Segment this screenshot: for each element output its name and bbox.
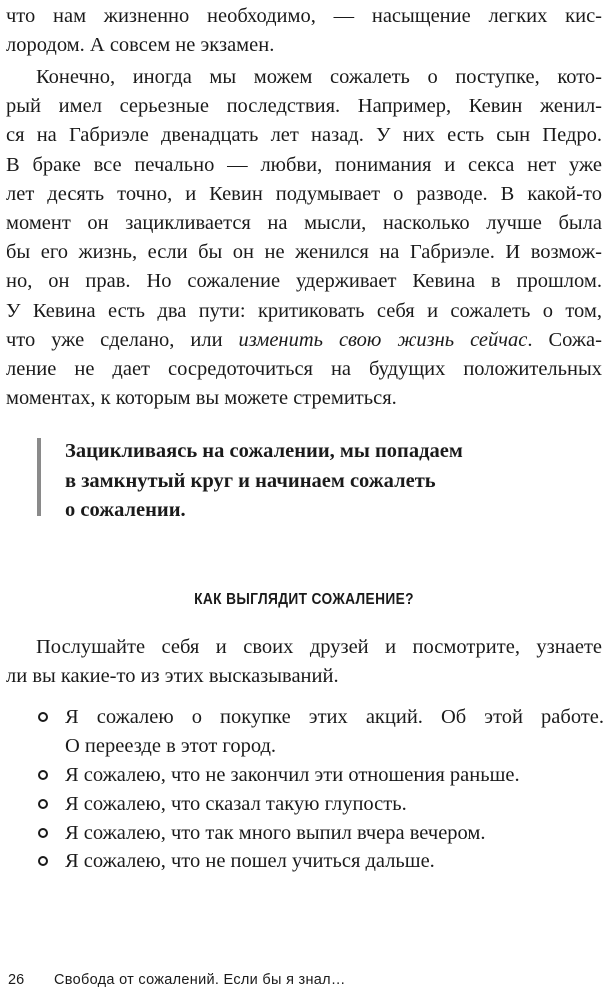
text-line: момент он зацикливается на мысли, насколько лучше была <box>6 211 602 234</box>
text-line: рый имел серьезные последствия. Например, Кевин женил- <box>6 95 602 118</box>
text-line: У Кевина есть два пути: критиковать себя и сожалеть о том, <box>6 299 602 322</box>
regret-statements-list <box>38 703 604 876</box>
list-item <box>38 790 604 819</box>
hollow-circle-bullet-icon <box>38 712 48 722</box>
text-segment: что уже сделано, или <box>6 328 239 351</box>
text-line: но, он прав. Но сожаление удерживает Кевина в прошлом. <box>6 270 602 293</box>
hollow-circle-bullet-icon <box>38 770 48 780</box>
emphasis-text: изменить свою жизнь сейчас <box>238 328 528 351</box>
list-item <box>38 703 604 761</box>
list-item <box>38 761 604 790</box>
text-segment: . Сожа- <box>527 328 602 351</box>
text-line: что нам жизненно необходимо, — насыщение легких кис- <box>6 5 602 27</box>
quote-line: о сожалении. <box>65 499 186 521</box>
text-line: ся на Габриэле двенадцать лет назад. У них есть сын Педро. <box>6 124 602 147</box>
text-line-with-emphasis <box>6 326 602 355</box>
hollow-circle-bullet-icon <box>38 856 48 866</box>
section-heading: КАК ВЫГЛЯДИТ СОЖАЛЕНИЕ? <box>194 591 414 608</box>
text-line: лет десять точно, и Кевин подумывает о разводе. В какой-то <box>6 182 602 205</box>
list-item <box>38 819 604 848</box>
list-item <box>38 847 604 876</box>
text-line: В браке все печально — любви, понимания и секса нет уже <box>6 153 602 176</box>
list-item-text: Я сожалею, что не закончил эти отношения раньше. <box>65 763 520 786</box>
hollow-circle-bullet-icon <box>38 828 48 838</box>
list-item-text: Я сожалею, что так много выпил вчера вечером. <box>65 821 486 844</box>
quote-bar <box>37 438 41 516</box>
list-item-text: Я сожалею, что не пошел учиться дальше. <box>65 850 435 873</box>
paragraph-intro-list <box>6 633 602 691</box>
quote-line: Зацикливаясь на сожалении, мы попадаем <box>65 440 463 462</box>
text-line: ление не дает сосредоточиться на будущих положительных <box>6 357 602 380</box>
text-line: Конечно, иногда мы можем сожалеть о поступке, кото- <box>36 66 602 88</box>
list-item-text: Я сожалею о покупке этих акций. Об этой работе. <box>65 706 604 728</box>
text-line: лородом. А совсем не экзамен. <box>6 34 275 57</box>
list-item-text: Я сожалею, что сказал такую глупость. <box>65 792 407 815</box>
page-footer <box>8 972 598 988</box>
quote-line: в замкнутый круг и начинаем сожалеть <box>65 469 436 492</box>
pull-quote <box>65 437 505 526</box>
text-line: бы его жизнь, если бы он не женился на Габриэле. И возмож- <box>6 241 602 264</box>
list-item-text: О переезде в этот город. <box>65 735 277 758</box>
text-line: моментах, к которым вы можете стремиться. <box>6 387 397 410</box>
page-number: 26 <box>8 972 25 988</box>
text-line: Послушайте себя и своих друзей и посмотрите, узнаете <box>36 636 602 658</box>
paragraph-continuation <box>6 2 602 60</box>
text-line: ли вы какие-то из этих высказываний. <box>6 665 339 688</box>
hollow-circle-bullet-icon <box>38 799 48 809</box>
running-title: Свобода от сожалений. Если бы я знал… <box>54 972 346 988</box>
paragraph-kevin-example <box>6 63 602 413</box>
